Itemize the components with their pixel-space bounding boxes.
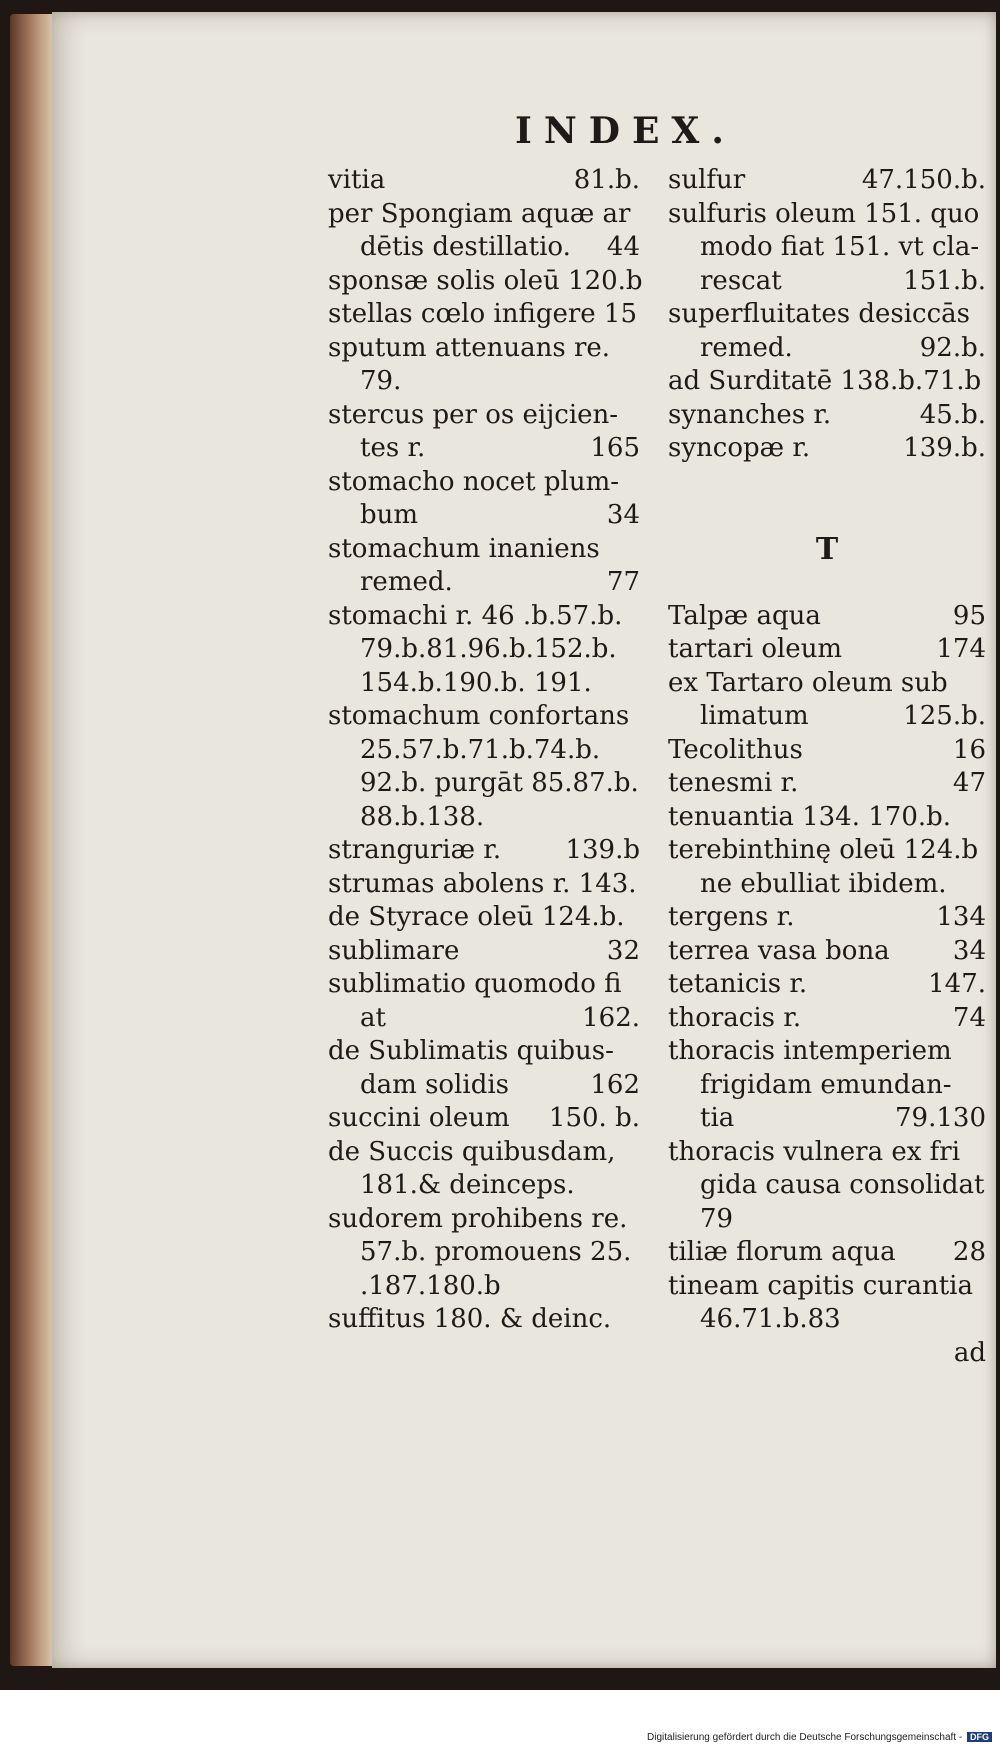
index-entry xyxy=(328,868,640,902)
index-entry-page-ref: 28 xyxy=(952,1237,986,1267)
index-entry-continuation: 79. xyxy=(360,366,402,396)
index-entry-term: succini oleum xyxy=(328,1103,510,1133)
index-entry-term: sublimare xyxy=(328,935,460,966)
index-entry-page-ref: 77 xyxy=(606,567,640,597)
index-entry-term: sublimatio quomodo fi xyxy=(328,969,622,999)
footer-credit: Digitalisierung gefördert durch die Deutsche Forschungsgemeinschaft - xyxy=(647,1732,963,1743)
index-entry xyxy=(328,901,640,935)
index-entry-page-ref: 32 xyxy=(606,935,640,966)
index-entry-page-ref: 150. b. xyxy=(548,1103,640,1133)
index-entry xyxy=(668,298,986,365)
index-entry-page-ref: 44 xyxy=(606,232,640,262)
index-entry-term: de Sublimatis quibus- xyxy=(328,1036,614,1066)
index-entry-term: Talpæ aqua xyxy=(668,600,821,631)
index-entry-continuation: dam solidis xyxy=(360,1069,509,1100)
index-entry xyxy=(328,834,640,868)
index-entry xyxy=(328,968,640,1035)
index-entry-term: superfluitates desiccās xyxy=(668,299,970,329)
index-entry xyxy=(668,1102,986,1136)
index-entry-term: sputum attenuans re. xyxy=(328,332,611,363)
index-entry xyxy=(668,164,986,198)
index-entry xyxy=(328,767,640,801)
index-entry xyxy=(668,600,986,634)
index-entry xyxy=(668,1136,986,1203)
index-entry-term: stomachi r. 46 .b.57.b. xyxy=(328,600,623,631)
index-entry-term: stomacho nocet plum- xyxy=(328,466,620,497)
index-entry-term: sulfuris oleum 151. quo xyxy=(668,198,980,229)
index-entry-term: vitia xyxy=(328,165,386,195)
index-entry-page-ref: 47.150.b. xyxy=(861,165,986,195)
index-entry xyxy=(668,399,986,433)
index-entry xyxy=(328,801,640,835)
index-entry xyxy=(668,365,986,399)
index-entry xyxy=(328,298,640,332)
index-entry-continuation: 57.b. promouens 25. xyxy=(360,1237,632,1267)
index-entry xyxy=(328,164,640,198)
index-entry xyxy=(328,265,643,299)
index-entry-page-ref: 162 xyxy=(590,1069,640,1100)
index-entry xyxy=(668,801,986,835)
index-entry-page-ref: 139.b. xyxy=(903,433,986,463)
index-entry xyxy=(668,834,986,901)
index-entry-page-ref: 34 xyxy=(606,500,640,530)
index-entry-page-ref: 139.b xyxy=(565,835,640,865)
index-entry-continuation: rescat xyxy=(700,265,782,296)
index-entry xyxy=(328,332,640,399)
index-entry-continuation: 25.57.b.71.b.74.b. xyxy=(360,734,601,765)
index-entry-continuation: 92.b. purgāt 85.87.b. xyxy=(360,768,639,798)
index-entry xyxy=(668,432,986,466)
index-entry-page-ref: 174 xyxy=(936,634,986,664)
index-entry-continuation: modo fiat 151. vt cla- xyxy=(700,232,980,262)
index-entry xyxy=(328,198,640,265)
index-entry-term: syncopæ r. xyxy=(668,433,811,463)
index-entry-continuation: tia xyxy=(700,1103,735,1133)
index-entry-page-ref: 16 xyxy=(952,734,986,765)
index-entry xyxy=(328,600,640,667)
index-entry xyxy=(328,1203,640,1270)
index-entry xyxy=(328,667,640,701)
index-entry-page-ref: 81.b. xyxy=(573,165,640,195)
index-entry-continuation: remed. xyxy=(700,332,793,363)
index-entry-term: thoracis vulnera ex fri xyxy=(668,1136,961,1167)
index-entry xyxy=(668,1270,986,1337)
index-entry-term: stomachum inaniens xyxy=(328,533,600,564)
blank-line xyxy=(668,466,986,500)
index-entry-term: suffitus 180. & deinc. xyxy=(328,1304,612,1334)
book-cover-edge xyxy=(10,14,58,1666)
index-entry-term: stercus per os eijcien- xyxy=(328,399,619,430)
index-entry xyxy=(668,265,986,299)
index-entry xyxy=(328,700,640,767)
index-entry-term: stranguriæ r. xyxy=(328,835,502,865)
index-entry-page-ref: 134 xyxy=(936,902,986,932)
index-entry xyxy=(328,1270,640,1304)
index-entry xyxy=(328,399,640,466)
index-entry-page-ref: 151.b. xyxy=(903,265,986,296)
index-entry-term: sponsæ solis oleū 120.b xyxy=(328,265,643,296)
index-entry-term: terrea vasa bona xyxy=(668,935,890,966)
index-entry-continuation: 154.b.190.b. 191. xyxy=(360,667,592,698)
blank-line xyxy=(668,499,986,533)
index-entry-page-ref: 47 xyxy=(952,768,986,798)
index-entry-term: tergens r. xyxy=(668,902,795,932)
index-entry xyxy=(668,1002,986,1036)
index-entry-continuation: remed. xyxy=(360,567,453,597)
index-entry-term: stellas cœlo infigere 15 xyxy=(328,299,638,329)
index-entry-continuation: at xyxy=(360,1002,386,1033)
index-entry xyxy=(668,633,986,667)
index-entry xyxy=(328,466,640,533)
index-entry-term: sudorem prohibens re. xyxy=(328,1203,628,1234)
index-entry-term: synanches r. xyxy=(668,399,832,430)
index-entry-page-ref: 79.130 xyxy=(895,1103,986,1133)
index-entry-term: tetanicis r. xyxy=(668,969,808,999)
blank-line xyxy=(668,566,986,600)
index-entry xyxy=(668,767,986,801)
index-entry-term: de Succis quibusdam, xyxy=(328,1136,616,1167)
index-entry xyxy=(668,667,986,734)
index-entry-term: tartari oleum xyxy=(668,634,843,664)
index-entry-continuation: limatum xyxy=(700,701,809,731)
index-entry xyxy=(668,935,986,969)
index-entry xyxy=(328,1303,640,1337)
index-entry-page-ref: 165 xyxy=(590,433,640,463)
catchword: ad xyxy=(953,1337,986,1368)
index-entry-term: terebinthinę oleū 124.b xyxy=(668,835,979,865)
index-column-left xyxy=(328,164,643,1337)
index-column-right xyxy=(668,164,986,1370)
index-entry-page-ref: 147. xyxy=(928,969,986,999)
index-entry-term: tenuantia 134. 170.b. xyxy=(668,801,952,832)
index-entry-term: strumas abolens r. 143. xyxy=(328,868,637,899)
index-entry-continuation: bum xyxy=(360,500,419,530)
running-head: INDEX. xyxy=(515,110,736,152)
index-entry-continuation: ne ebulliat ibidem. xyxy=(700,868,947,899)
index-entry-continuation: gida causa consolidat xyxy=(700,1170,985,1200)
index-entry-term: ex Tartaro oleum sub xyxy=(668,667,948,698)
index-entry xyxy=(668,1236,986,1270)
index-entry-continuation: tes r. xyxy=(360,433,426,463)
index-entry-page-ref: 92.b. xyxy=(919,332,986,363)
index-entry-page-ref: 125.b. xyxy=(903,701,986,731)
index-entry xyxy=(668,198,986,265)
index-entry xyxy=(328,935,640,969)
index-entry-term: ad Surditatē 138.b.71.b xyxy=(668,366,982,396)
index-entry-continuation: .187.180.b xyxy=(360,1270,501,1301)
index-entry xyxy=(328,1035,640,1102)
index-entry-page-ref: 45.b. xyxy=(919,399,986,430)
index-entry-continuation: 88.b.138. xyxy=(360,801,485,832)
index-entry-continuation: 79 xyxy=(700,1203,734,1234)
index-entry-continuation: 46.71.b.83 xyxy=(700,1304,841,1334)
index-entry-continuation: 181.& deinceps. xyxy=(360,1170,575,1200)
index-entry-page-ref: 162. xyxy=(582,1002,640,1033)
index-entry-term: sulfur xyxy=(668,165,746,195)
index-entry-term: thoracis intemperiem xyxy=(668,1036,952,1066)
index-entry-term: tineam capitis curantia xyxy=(668,1270,973,1301)
index-entry xyxy=(668,901,986,935)
index-entry-continuation: frigidam emundan- xyxy=(700,1069,952,1100)
index-entry-continuation: dētis destillatio. xyxy=(360,232,571,262)
digitization-footer xyxy=(647,1732,992,1743)
index-entry-term: per Spongiam aquæ ar xyxy=(328,198,631,229)
index-entry xyxy=(668,734,986,768)
index-entry xyxy=(668,1035,986,1102)
index-entry-continuation: 79.b.81.96.b.152.b. xyxy=(360,634,617,664)
dfg-logo: DFG xyxy=(967,1732,992,1742)
index-entry xyxy=(328,1102,640,1136)
index-entry-term: de Styrace oleū 124.b. xyxy=(328,902,625,932)
index-entry xyxy=(668,1203,986,1237)
index-entry-page-ref: 95 xyxy=(952,600,986,631)
index-entry-term: stomachum confortans xyxy=(328,701,630,731)
index-entry xyxy=(668,968,986,1002)
section-letter-heading: T xyxy=(815,531,839,567)
index-entry-term: Tecolithus xyxy=(668,734,803,765)
index-entry-page-ref: 74 xyxy=(952,1002,986,1033)
index-entry xyxy=(328,533,640,600)
index-entry-term: tiliæ florum aqua xyxy=(668,1237,896,1267)
index-entry-page-ref: 34 xyxy=(952,935,986,966)
index-entry-term: thoracis r. xyxy=(668,1002,802,1033)
index-entry xyxy=(328,1136,640,1203)
index-entry-term: tenesmi r. xyxy=(668,768,799,798)
